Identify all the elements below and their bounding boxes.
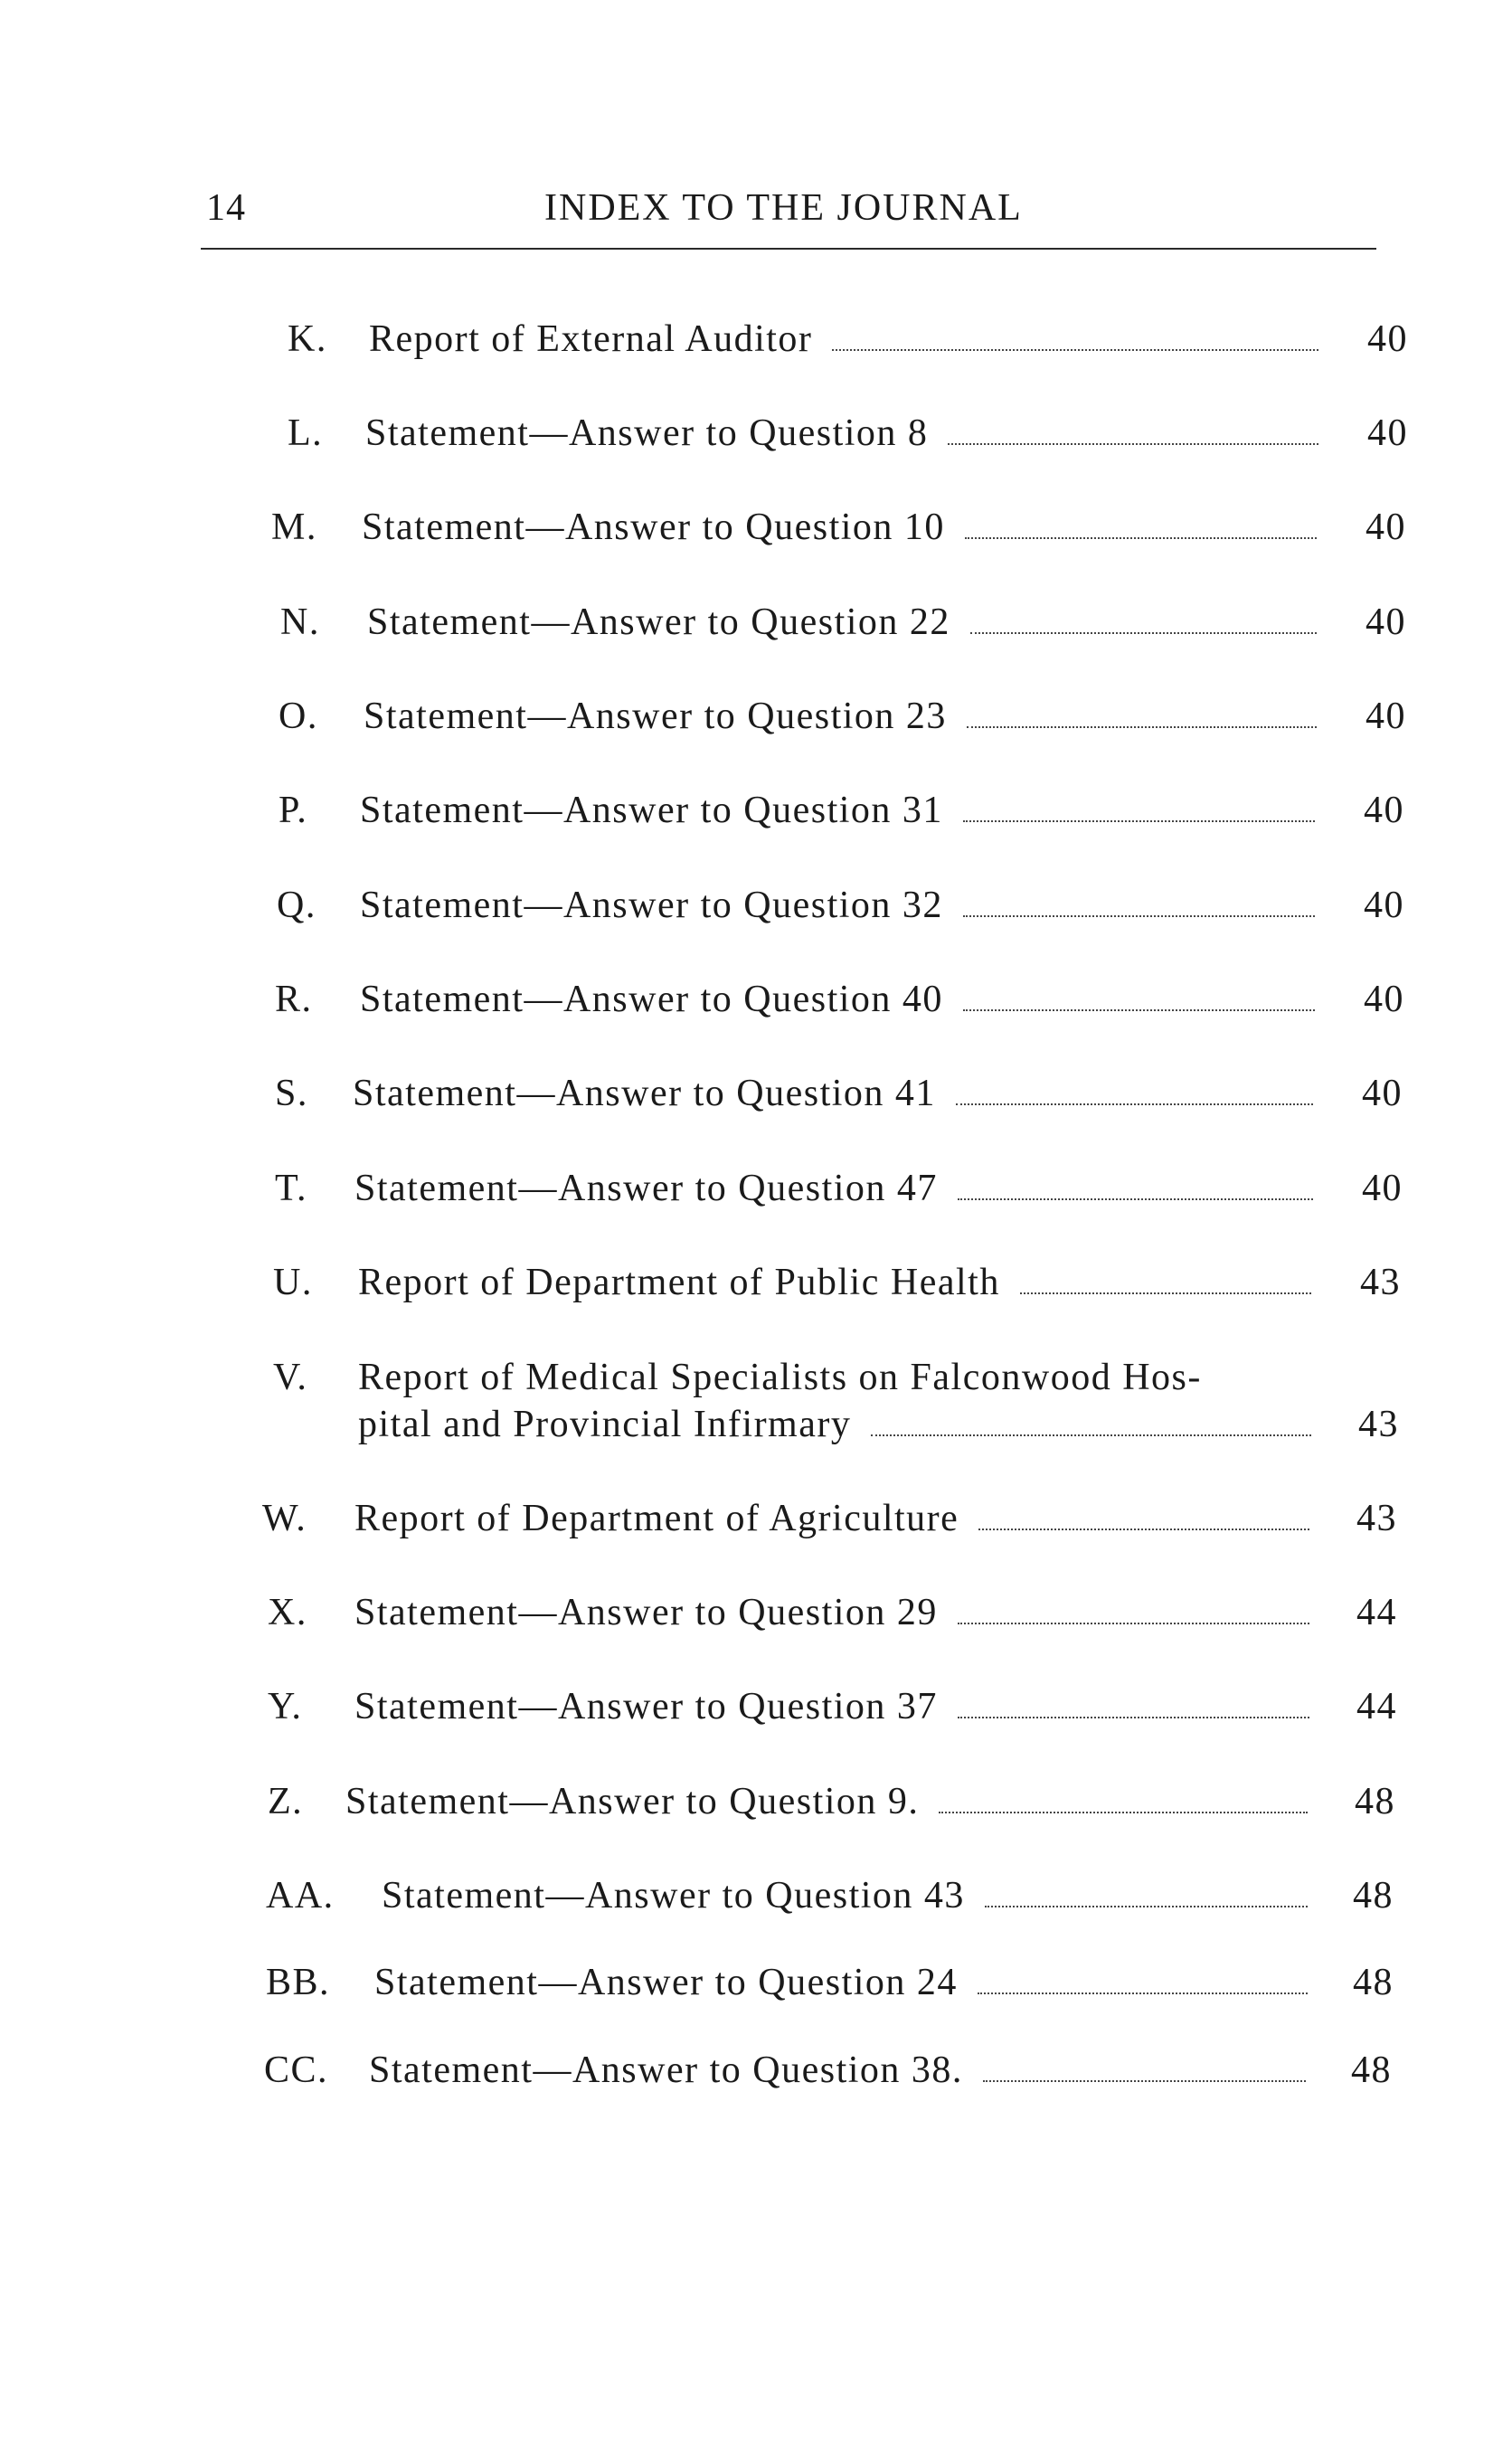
entry-key: U. xyxy=(273,1262,313,1303)
dot-leader xyxy=(832,349,1318,351)
entry-title: Statement—Answer to Question 43 xyxy=(382,1875,965,1917)
dot-leader xyxy=(978,1529,1309,1530)
index-entry xyxy=(0,786,1512,835)
entry-page-number: 40 xyxy=(1367,412,1408,454)
index-entry xyxy=(0,598,1512,647)
entry-page-number: 48 xyxy=(1355,1781,1395,1822)
index-entry xyxy=(0,1958,1512,2007)
entry-key: V. xyxy=(273,1357,308,1398)
dot-leader xyxy=(963,1009,1315,1011)
index-entry xyxy=(0,1871,1512,1920)
dot-leader xyxy=(958,1623,1309,1624)
entry-key: P. xyxy=(279,790,308,831)
entry-title: Statement—Answer to Question 23 xyxy=(364,696,947,737)
entry-key: W. xyxy=(262,1498,307,1539)
entry-page-number: 44 xyxy=(1356,1592,1397,1633)
entry-title: Statement—Answer to Question 38. xyxy=(369,2049,963,2091)
entry-title: Report of Department of Public Health xyxy=(358,1262,1000,1303)
entry-page-number: 43 xyxy=(1358,1404,1399,1445)
dot-leader xyxy=(967,726,1317,728)
index-entry xyxy=(0,315,1512,364)
entry-key: T. xyxy=(275,1168,308,1209)
dot-leader xyxy=(985,1906,1308,1907)
index-entry xyxy=(0,1777,1512,1826)
entry-key: X. xyxy=(268,1592,307,1633)
entry-title-continued: pital and Provincial Infirmary xyxy=(358,1404,852,1445)
dot-leader xyxy=(970,632,1317,634)
entry-key: O. xyxy=(279,696,318,737)
entry-key: K. xyxy=(288,318,327,360)
index-entry xyxy=(0,975,1512,1024)
entry-key: Z. xyxy=(268,1781,304,1822)
entry-page-number: 40 xyxy=(1364,790,1404,831)
dot-leader xyxy=(978,1992,1308,1994)
index-entry xyxy=(0,1258,1512,1307)
index-entry xyxy=(0,409,1512,458)
entry-page-number: 40 xyxy=(1364,885,1404,926)
entry-title: Statement—Answer to Question 31 xyxy=(360,790,943,831)
entry-title: Report of External Auditor xyxy=(369,318,813,360)
entry-title: Statement—Answer to Question 29 xyxy=(354,1592,938,1633)
dot-leader xyxy=(983,2080,1306,2082)
entry-title: Statement—Answer to Question 37 xyxy=(354,1686,938,1727)
entry-title: Statement—Answer to Question 32 xyxy=(360,885,943,926)
dot-leader xyxy=(958,1717,1309,1718)
entry-page-number: 40 xyxy=(1364,979,1404,1020)
running-title: INDEX TO THE JOURNAL xyxy=(544,187,1023,229)
entry-page-number: 40 xyxy=(1362,1168,1403,1209)
dot-leader xyxy=(871,1434,1311,1436)
entry-key: BB. xyxy=(266,1962,331,2003)
entry-key: CC. xyxy=(264,2049,329,2091)
page-number: 14 xyxy=(206,187,246,229)
entry-title: Statement—Answer to Question 22 xyxy=(367,601,950,643)
index-entry xyxy=(0,692,1512,741)
entry-key: Q. xyxy=(277,885,317,926)
entry-key: L. xyxy=(288,412,324,454)
index-entry xyxy=(0,1164,1512,1213)
dot-leader xyxy=(1020,1292,1311,1294)
index-entry xyxy=(0,1682,1512,1731)
entry-page-number: 48 xyxy=(1351,2049,1392,2091)
dot-leader xyxy=(939,1812,1308,1813)
dot-leader xyxy=(948,443,1318,445)
entry-title: Report of Medical Specialists on Falconwood Hos- xyxy=(358,1357,1202,1398)
entry-title: Statement—Answer to Question 10 xyxy=(362,506,945,548)
dot-leader xyxy=(963,820,1315,822)
index-entry xyxy=(0,2046,1512,2095)
entry-key: AA. xyxy=(266,1875,335,1917)
entry-key: S. xyxy=(275,1073,308,1114)
entry-key: M. xyxy=(271,506,317,548)
entry-page-number: 40 xyxy=(1367,318,1408,360)
dot-leader xyxy=(965,537,1317,539)
index-entry xyxy=(0,1353,1512,1449)
entry-title: Statement—Answer to Question 47 xyxy=(354,1168,938,1209)
entry-page-number: 40 xyxy=(1366,696,1406,737)
index-entry xyxy=(0,1494,1512,1543)
entry-page-number: 43 xyxy=(1356,1498,1397,1539)
entry-title: Statement—Answer to Question 8 xyxy=(365,412,929,454)
dot-leader xyxy=(963,915,1315,917)
entry-title: Statement—Answer to Question 9. xyxy=(345,1781,920,1822)
entry-key: N. xyxy=(280,601,320,643)
entry-title: Statement—Answer to Question 24 xyxy=(374,1962,958,2003)
index-entry xyxy=(0,1588,1512,1637)
index-entry xyxy=(0,881,1512,930)
entry-page-number: 48 xyxy=(1353,1875,1394,1917)
entry-page-number: 48 xyxy=(1353,1962,1394,2003)
entry-key: Y. xyxy=(268,1686,303,1727)
entry-page-number: 40 xyxy=(1366,506,1406,548)
entry-page-number: 44 xyxy=(1356,1686,1397,1727)
entry-page-number: 40 xyxy=(1362,1073,1403,1114)
index-entry xyxy=(0,503,1512,552)
entry-page-number: 43 xyxy=(1360,1262,1401,1303)
entry-title: Statement—Answer to Question 40 xyxy=(360,979,943,1020)
entry-key: R. xyxy=(275,979,313,1020)
dot-leader xyxy=(956,1103,1313,1105)
entry-title: Report of Department of Agriculture xyxy=(354,1498,959,1539)
dot-leader xyxy=(958,1198,1313,1200)
index-entry xyxy=(0,1069,1512,1118)
entry-title: Statement—Answer to Question 41 xyxy=(353,1073,936,1114)
entry-page-number: 40 xyxy=(1366,601,1406,643)
